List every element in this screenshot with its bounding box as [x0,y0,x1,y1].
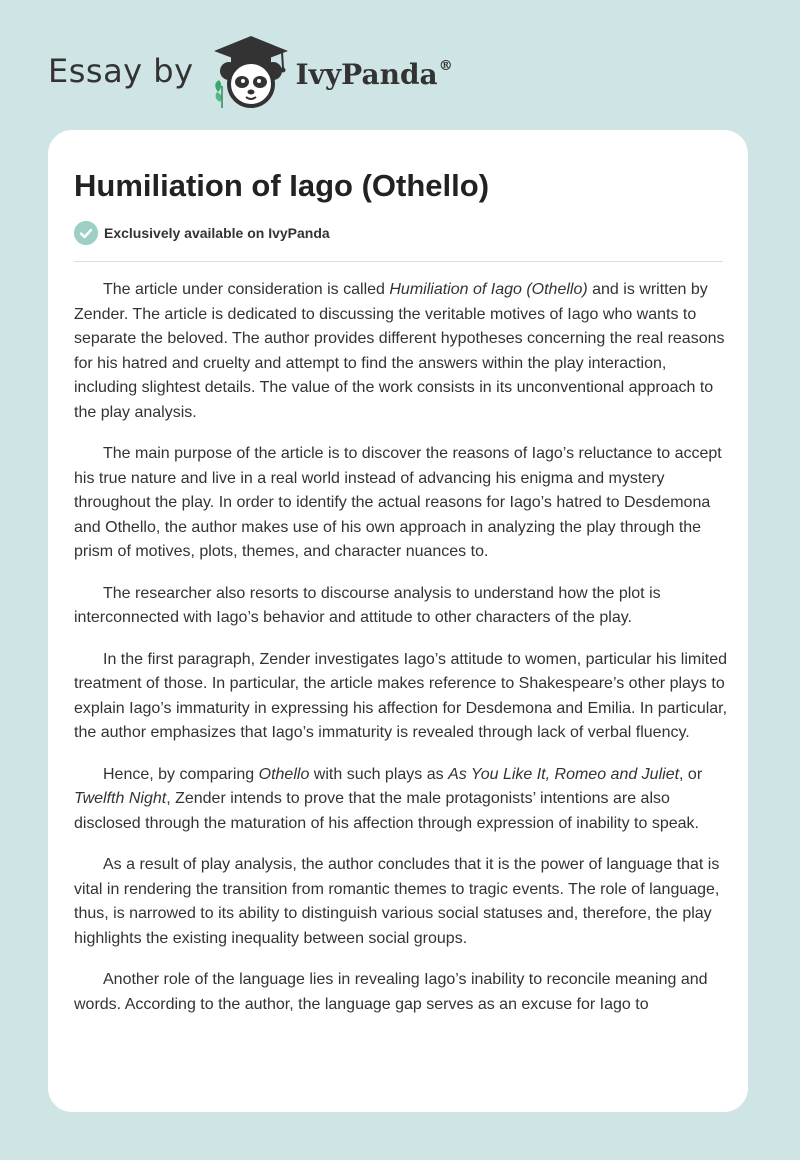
paragraph-6: As a result of play analysis, the author concludes that it is the power of language that is vital in rendering the transition from romantic themes to tragic events. The role of language, thus, is narrowed to its ability to distinguish various social statuses and, therefore, the play highlights the existing inequality between social groups. [74,856,720,947]
site-header [48,34,453,108]
exclusive-badge [74,221,330,245]
essay-by-label: Essay by [48,52,194,90]
check-circle-icon [74,221,98,245]
paragraph-5: Hence, by comparing Othello with such plays as As You Like It, Romeo and Juliet, or Twelfth Night, Zender intends to prove that the male protagonists’ intentions are also disclosed through the maturation of his affection through expression of inability to speak. [74,765,703,832]
exclusive-badge-text: Exclusively available on IvyPanda [104,225,330,241]
paragraph-1: The article under consideration is called Humiliation of Iago (Othello) and is written by Zender. The article is dedicated to discussing the veritable motives of Iago who wants to separate the beloved. The author provides different hypotheses concerning the real reasons for his hatred and cruelty and attempt to find the answers within the play interaction, including slightest details. The value of the work consists in its unconventional approach to the play analysis. [74,281,725,421]
paragraph-7: Another role of the language lies in revealing Iago’s inability to reconcile meaning and words. According to the author, the language gap serves as an excuse for Iago to [74,971,708,1013]
essay-title: Humiliation of Iago (Othello) [74,168,490,203]
essay-card [48,130,748,1112]
paragraph-4: In the first paragraph, Zender investigates Iago’s attitude to women, particular his limited treatment of those. In particular, the article makes reference to Shakespeare’s other plays to explain Iago’s immaturity in expressing his affection for Desdemona and Emilia. In particular, the author emphasizes that Iago’s immaturity is revealed through lack of verbal fluency. [74,650,728,741]
paragraph-3: The researcher also resorts to discourse analysis to understand how the plot is interconnected with Iago’s behavior and attitude to other characters of the play. [74,584,661,626]
essay-body [74,278,729,1034]
divider [74,261,723,262]
brand-name: IvyPanda® [295,57,453,91]
paragraph-2: The main purpose of the article is to discover the reasons of Iago’s reluctance to accept his true nature and live in a real world instead of advancing his enigma and mystery throughout the play. In order to identify the actual reasons for Iago’s hatred to Desdemona and Othello, the author makes use of his own approach in analyzing the play through the prism of motives, plots, themes, and character nuances to. [74,445,722,560]
panda-logo-icon [208,34,294,108]
article-title-citation: Humiliation of Iago (Othello) [389,281,588,298]
